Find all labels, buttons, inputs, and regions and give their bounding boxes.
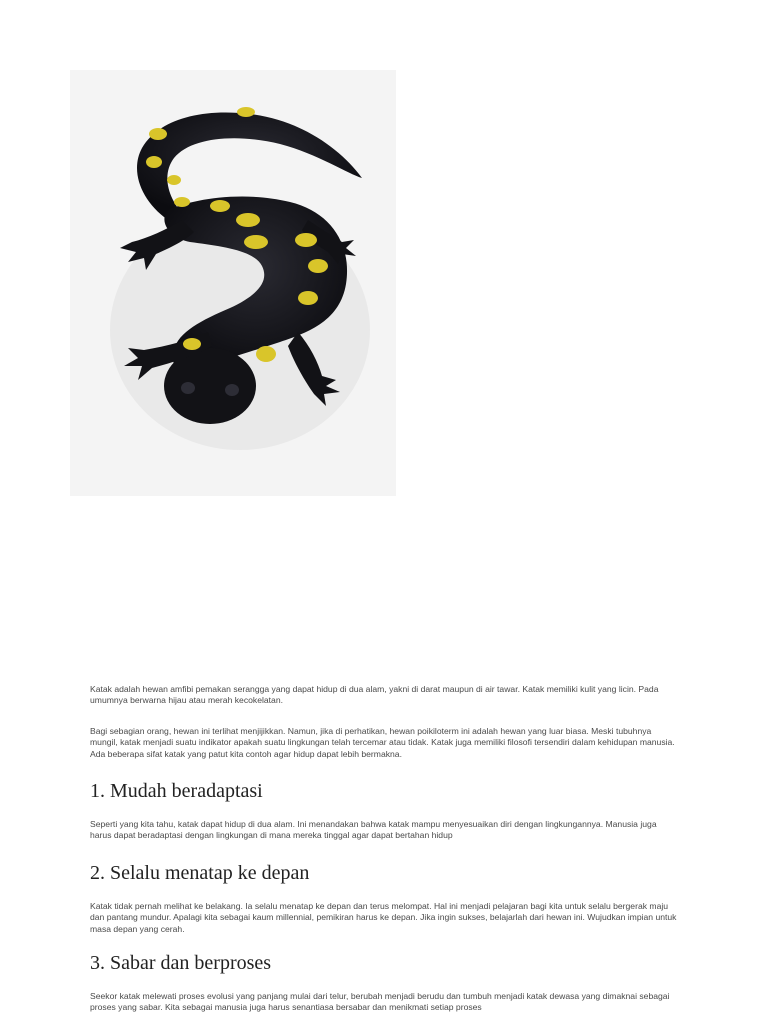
section-text-3: Seekor katak melewati proses evolusi yang panjang mulai dari telur, berubah menjadi berudu dan tumbuh menjadi katak dewasa yang dimaknai sebagai proses yang sabar. Kita sebagai manusia juga harus senantiasa bersabar dan menikmati setiap proses <box>90 991 670 1013</box>
intro-paragraph-1: Katak adalah hewan amfibi pemakan serangga yang dapat hidup di dua alam, yakni di darat maupun di air tawar. Katak memiliki kulit yang licin. Pada umumnya berwarna hijau atau merah kecokelatan. <box>90 684 659 706</box>
intro-paragraph-2: Bagi sebagian orang, hewan ini terlihat menjijikkan. Namun, jika di perhatikan, hewan poikiloterm ini adalah hewan yang luar biasa. Meski tubuhnya mungil, katak menjadi suatu indikator apakah suatu lingkungan telah tercemar atau tidak. Katak juga memiliki filosofi tersendiri dalam kehidupan manusia. Ada beberapa sifat katak yang patut kita contoh agar hidup dapat lebih bermakna. <box>90 725 675 759</box>
section-heading-2: 2. Selalu menatap ke depan <box>90 861 310 884</box>
salamander-photo <box>70 70 396 496</box>
right-eye <box>225 384 239 396</box>
section-heading-3: 3. Sabar dan berproses <box>90 952 272 975</box>
salamander-illustration <box>70 70 396 496</box>
section-text-2: Katak tidak pernah melihat ke belakang. Ia selalu menatap ke depan dan terus melompat. Hal ini menjadi pelajaran bagi kita untuk selalu bergerak maju dan pantang mundur. Apalagi kita sebagai kaum millennial, pemikiran harus ke depan. Jika ingin sukses, belajarlah dari hewan ini. Wujudkan impian untuk masa depan yang cerah. <box>90 900 677 934</box>
left-eye <box>181 382 195 394</box>
section-text-1: Seperti yang kita tahu, katak dapat hidup di dua alam. Ini menandakan bahwa katak mampu menyesuaikan diri dengan lingkungannya. Manusia juga harus dapat beradaptasi dengan lingkungan di mana mereka tinggal agar dapat bertahan hidup <box>90 819 657 841</box>
article-body <box>90 684 680 1014</box>
section-heading-1: 1. Mudah beradaptasi <box>90 780 263 803</box>
